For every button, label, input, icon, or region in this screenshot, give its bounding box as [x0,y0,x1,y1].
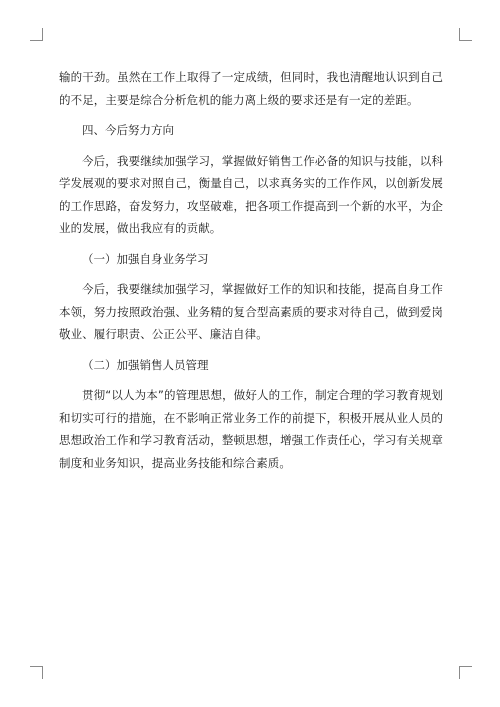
paragraph-business-study: 今后，我要继续加强学习，掌握做好工作的知识和技能，提高自身工作本领，努力按照政治强、业务精的复合型高素质的要求对待自己，做到爱岗敬业、履行职责、公正公平、廉洁自律。 [59,282,443,341]
section-heading-four: 四、今后努力方向 [82,123,174,137]
paragraph-future-direction: 今后，我要继续加强学习，掌握做好销售工作必备的知识与技能，以科学发展观的要求对照自己，衡量自己，以求真务实的工作作风，以创新发展的工作思路，奋发努力，攻坚破难，把各项工作提高到一个新的水平，为企业的发展，做出我应有的贡献。 [59,153,443,235]
crop-mark-bottom-left [30,666,43,679]
document-body [59,66,443,482]
paragraph-sales-management: 贯彻“以人为本”的管理思想，做好人的工作，制定合理的学习教育规划和切实可行的措施，在不影响正常业务工作的前提下，积极开展从业人员的思想政治工作和学习教育活动，整顿思想，增强工作责任心，学习有关规章制度和业务知识，提高业务技能和综合素质。 [59,388,443,470]
paragraph-continuation: 输的干劲。虽然在工作上取得了一定成绩，但同时，我也清醒地认识到自己的不足，主要是综合分析危机的能力离上级的要求还是有一定的差距。 [59,70,443,107]
subheading-one: （一）加强自身业务学习 [82,251,209,266]
crop-mark-top-left [30,28,43,41]
crop-mark-top-right [459,28,472,41]
crop-mark-bottom-right [459,666,472,679]
subheading-two: （二）加强销售人员管理 [82,357,209,372]
